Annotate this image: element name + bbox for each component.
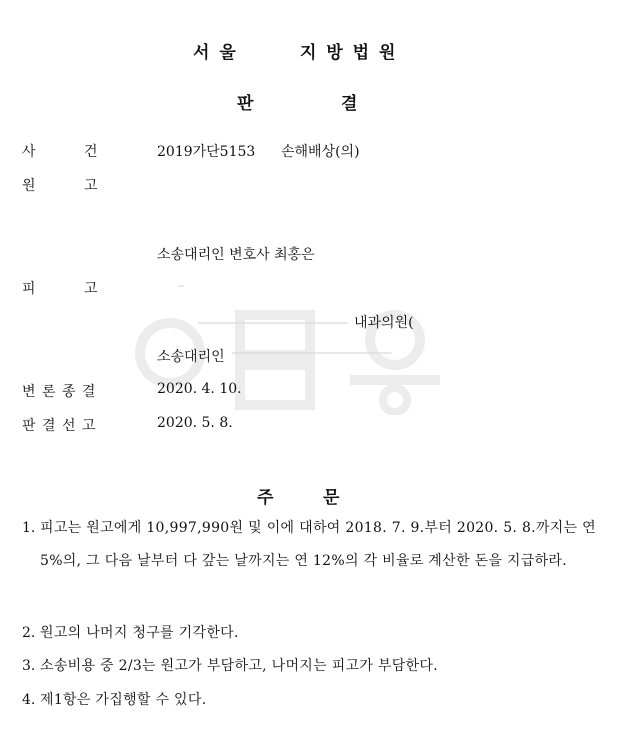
defendant-label-b: 고 [84,281,98,297]
defendant-attorney: 소송대리인 [157,349,225,365]
redaction-mark [232,352,392,354]
doc-type-left: 판 [237,94,254,114]
case-number: 2019가단5153 [157,144,256,160]
order-item-text: 원고의 나머지 청구를 기각한다. [40,625,239,641]
plaintiff-label-a: 원 [22,178,36,194]
order-heading-right: 문 [323,488,340,508]
order-item-text: 소송비용 중 2/3는 원고가 부담하고, 나머지는 피고가 부담한다. [40,658,438,674]
doc-type-right: 결 [341,94,358,114]
order-item-number: 3. [22,658,36,674]
order-item [22,512,600,616]
order-heading-left: 주 [257,488,274,508]
verdict-label: 판 결 선 고 [22,418,97,434]
plaintiff-label-b: 고 [84,178,98,194]
order-item-number: 1. [22,520,36,536]
court-name-left: 서 울 [193,43,238,63]
plaintiff-attorney: 소송대리인 변호사 최홍은 [157,247,315,263]
verdict-date: 2020. 5. 8. [157,415,233,431]
order-item [22,617,600,650]
order-item-number: 4. [22,692,36,708]
order-item-number: 2. [22,625,36,641]
court-name-right: 지 방 법 원 [300,43,398,63]
case-label-a: 사 [22,144,36,160]
defendant-partial-name: 내과의원( [354,315,414,331]
closing-date: 2020. 4. 10. [157,381,242,397]
order-item [22,650,600,683]
redaction-mark [198,322,348,324]
defendant-label-a: 피 [22,281,36,297]
redaction-mark [178,285,184,287]
order-item-text: 제1항은 가집행할 수 있다. [40,692,207,708]
order-item-text: 피고는 원고에게 10,997,990원 및 이에 대하여 2018. 7. 9.부터 2020. 5. 8.까지는 연 5%의, 그 다음 날부터 다 갚는 날까지는 연 12%의 각 비율로 계산한 돈을 지급하라. [40,520,596,569]
case-name: 손해배상(의) [281,144,360,160]
order-item [22,684,600,717]
case-label-b: 건 [84,144,98,160]
closing-label: 변 론 종 결 [22,384,97,400]
